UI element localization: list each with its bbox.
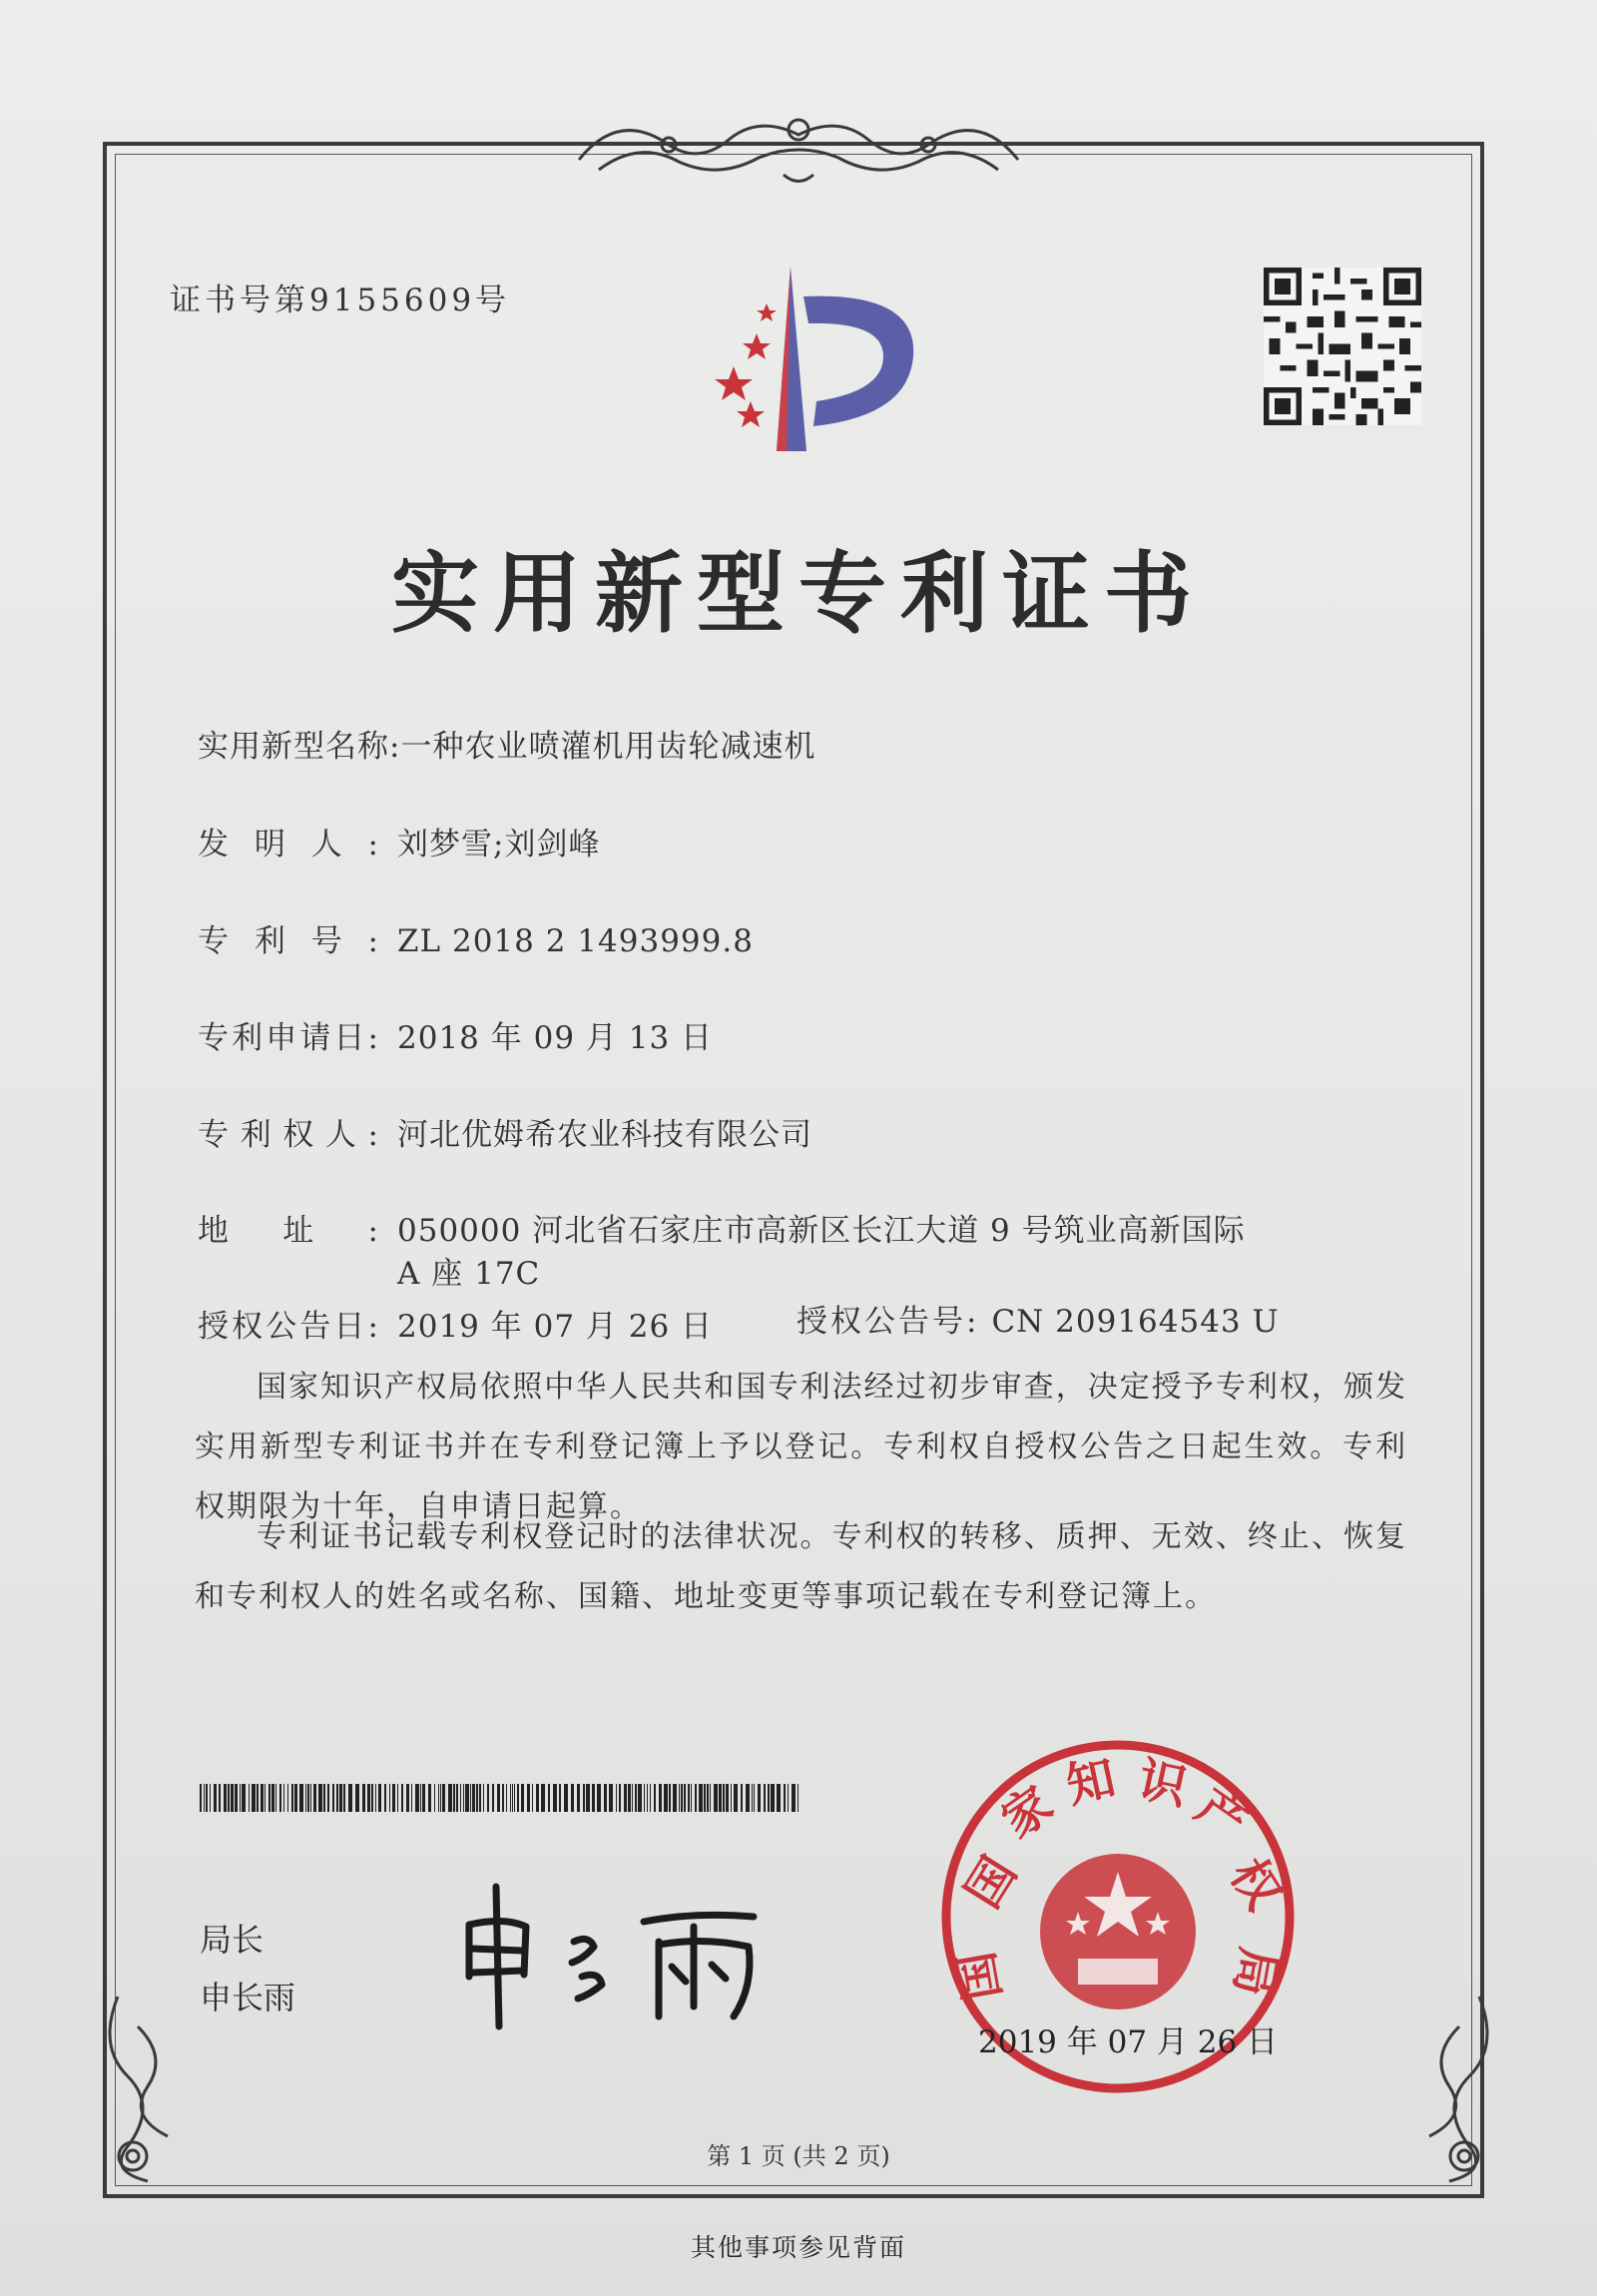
cnipa-logo-icon [679, 262, 938, 456]
body-paragraph-2: 专利证书记载专利权登记时的法律状况。专利权的转移、质押、无效、终止、恢复和专利权人的姓名或名称、国籍、地址变更等事项记载在专利登记簿上。 [195, 1519, 1407, 1614]
patentee-label: 专利权人: [198, 1117, 379, 1153]
patent-number-label: 专利号: [198, 923, 379, 959]
svg-text:国: 国 [948, 1947, 1012, 2005]
footer-note: 其他事项参见背面 [690, 2233, 906, 2262]
seal-date: 2019 年 07 月 26 日 [978, 2024, 1279, 2060]
certificate-number: 证书号第9155609号 [170, 283, 511, 318]
grant-date-label: 授权公告日: [198, 1309, 379, 1345]
patentee-value: 河北优姆希农业科技有限公司 [397, 1117, 812, 1153]
certificate-title: 实用新型专利证书 [390, 542, 1206, 645]
svg-text:家: 家 [991, 1775, 1064, 1850]
svg-text:知: 知 [1061, 1749, 1121, 1815]
address-row [198, 1205, 1246, 1250]
barcode-icon [200, 1784, 798, 1812]
director-signature-icon [454, 1867, 808, 2036]
body-paragraph-1: 国家知识产权局依照中华人民共和国专利法经过初步审查，决定授予专利权，颁发实用新型专利证书并在专利登记簿上予以登记。专利权自授权公告之日起生效。专利权期限为十年，自申请日起算。 [195, 1370, 1407, 1524]
application-date-value: 2018 年 09 月 13 日 [397, 1020, 714, 1056]
utility-model-name-label: 实用新型名称: [198, 729, 401, 765]
patent-number-row [198, 915, 754, 960]
application-date-label: 专利申请日: [198, 1020, 379, 1056]
svg-text:识: 识 [1133, 1751, 1193, 1817]
inventor-label: 发明人: [198, 827, 379, 862]
patent-number-value: ZL 2018 2 1493999.8 [397, 923, 754, 959]
top-ornament [559, 100, 1038, 195]
grant-number-value: CN 209164543 U [991, 1304, 1280, 1340]
grant-date-row [198, 1301, 713, 1346]
grant-number-row [797, 1296, 1280, 1341]
address-line-1: 050000 河北省石家庄市高新区长江大道 9 号筑业高新国际 [397, 1213, 1246, 1249]
application-date-row [198, 1012, 713, 1057]
director-name: 申长雨 [200, 1979, 296, 2016]
inventor-row [198, 819, 600, 863]
patentee-row [198, 1109, 812, 1154]
grant-date-value: 2019 年 07 月 26 日 [397, 1309, 714, 1345]
address-label: 地址: [198, 1213, 379, 1249]
utility-model-name-value: 一种农业喷灌机用齿轮减速机 [400, 729, 816, 765]
svg-text:局: 局 [1223, 1943, 1287, 2001]
svg-text:权: 权 [1219, 1849, 1293, 1920]
svg-text:国: 国 [954, 1847, 1028, 1918]
svg-text:产: 产 [1186, 1778, 1258, 1852]
page-indicator: 第 1 页 (共 2 页) [707, 2142, 890, 2170]
address-line-2: A 座 17C [397, 1256, 541, 1292]
grant-number-label: 授权公告号: [797, 1304, 980, 1340]
inventor-value: 刘梦雪;刘剑峰 [397, 827, 601, 862]
utility-model-name-row [198, 721, 815, 766]
director-title: 局长 [200, 1921, 265, 1959]
qr-code-icon [1263, 268, 1422, 425]
